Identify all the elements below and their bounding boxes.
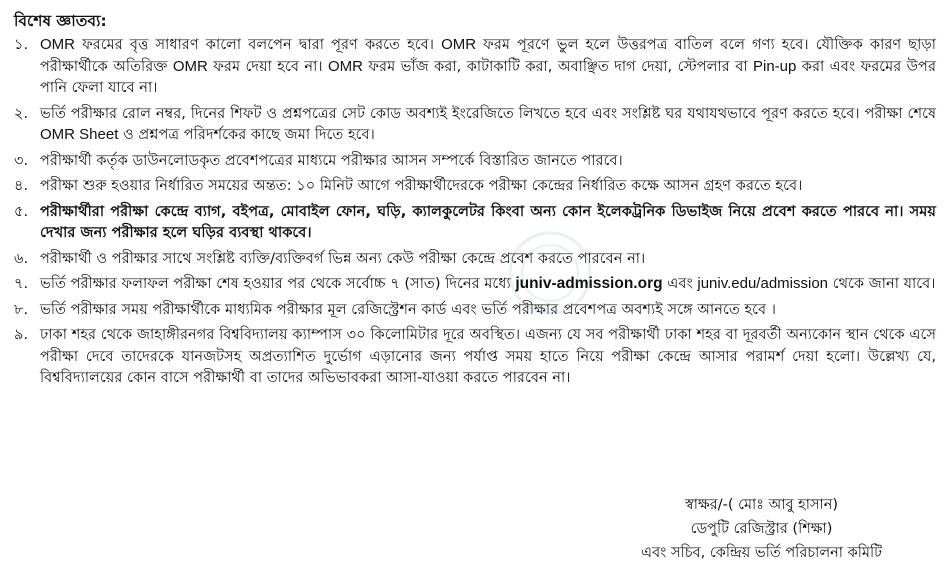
item-number: ৪.	[14, 177, 29, 194]
item-number: ২.	[14, 104, 29, 122]
notice-item-6	[14, 248, 936, 270]
item-number: ৫.	[14, 202, 29, 220]
notice-item-7	[14, 273, 936, 295]
notice-list	[14, 34, 936, 389]
item-text: পরীক্ষার্থী ও পরীক্ষার সাথে সংশ্লিষ্ট ব্যক্তি/ব্যক্তিবর্গ ভিন্ন অন্য কেউ পরীক্ষা কেন্দ্রে প্রবেশ করতে পারবেন না।	[40, 249, 646, 267]
notice-item-5	[14, 201, 936, 244]
notice-heading: বিশেষ জ্ঞাতব্য:	[14, 12, 107, 30]
notice-item-2	[14, 103, 936, 146]
item-text: ঢাকা শহর থেকে জাহাঙ্গীরনগর বিশ্ববিদ্যালয় ক্যাম্পাস ৩০ কিলোমিটার দূরে অবস্থিত। এজন্য যে সব পরীক্ষার্থী ঢাকা শহর বা দূরবর্তী অন্যকোন স্থান থেকে এসে পরীক্ষা দেবে তাদেরকে যানজটসহ অপ্রত্যাশিত দুর্ভোগ এড়ানোর জন্য পর্যাপ্ত সময় হাতে নিয়ে পরীক্ষা কেন্দ্রে আসার পরামর্শ দেয়া হলো। উল্লেখ্য যে, বিশ্ববিদ্যালয়ের কোন বাসে পরীক্ষার্থী বা তাদের অভিভাবকরা আসা-যাওয়া করতে পারবেন না।	[40, 326, 936, 386]
item-text: OMR ফরমের বৃত্ত সাধারণ কালো বলপেন দ্বারা পূরণ করতে হবে। OMR ফরম পূরণে ভুল হলে উত্তরপত্র বাতিল বলে গণ্য হবে। যৌক্তিক কারণ ছাড়া পরীক্ষার্থীকে অতিরিক্ত OMR ফরম দেয়া হবে না। OMR ফরম ভাঁজ করা, কাটাকাটি করা, অবাঞ্ছিত দাগ দেয়া, স্টেপলার বা Pin-up করা এবং ফরমের উপর পানি ফেলা যাবে না।	[40, 36, 937, 96]
item-number: ৭.	[14, 275, 29, 292]
admission-link[interactable]: juniv.edu/admission	[697, 275, 829, 292]
signature-designation: ডেপুটি রেজিস্ট্রার (শিক্ষা)	[690, 521, 833, 537]
result-link[interactable]: juniv-admission.org	[515, 275, 663, 292]
item-number: ৯.	[14, 326, 29, 343]
notice-item-1	[14, 34, 936, 99]
item-text: পরীক্ষা শুরু হওয়ার নির্ধারিত সময়ের অন্তত: ১০ মিনিট আগে পরীক্ষার্থীদেরকে পরীক্ষা কেন্দ্রের নির্ধারিত কক্ষে আসন গ্রহণ করতে হবে।	[40, 177, 803, 194]
item-text: পরীক্ষার্থী কর্তৃক ডাউনলোডকৃত প্রবেশপত্রের মাধ্যমে পরীক্ষার আসন সম্পর্কে বিস্তারিত জানতে পারবে।	[40, 151, 623, 169]
item-number: ৩.	[14, 151, 29, 169]
signature-name: স্বাক্ষর/-( মোঃ আবু হাসান)	[684, 497, 839, 513]
notice-item-3	[14, 150, 936, 172]
item-text: ভর্তি পরীক্ষার ফলাফল পরীক্ষা শেষ হওয়ার পর থেকে সর্বোচ্চ ৭ (সাত) দিনের মধ্যে juniv-admission.org এবং juniv.edu/admission থেকে জানা যাবে।	[40, 275, 936, 292]
signature-committee: এবং সচিব, কেন্দ্রিয় ভর্তি পরিচালনা কমিটি	[641, 545, 882, 561]
watermark-logo-icon	[505, 228, 595, 318]
signature-block	[641, 493, 882, 565]
item-text: ভর্তি পরীক্ষার সময় পরীক্ষার্থীকে মাধ্যমিক পরীক্ষার মূল রেজিস্ট্রেশন কার্ড এবং ভর্তি পরীক্ষার প্রবেশপত্র অবশ্যই সঙ্গে আনতে হবে ।	[40, 300, 776, 318]
item-number: ১.	[14, 36, 29, 53]
item-number: ৬.	[14, 249, 29, 267]
notice-item-4	[14, 175, 936, 197]
item-text: পরীক্ষার্থীরা পরীক্ষা কেন্দ্রে ব্যাগ, বইপত্র, মোবাইল ফোন, ঘড়ি, ক্যালকুলেটর কিংবা অন্য কোন ইলেকট্রনিক ডিভাইজ নিয়ে প্রবেশ করতে পারবে না। সময় দেখার জন্য পরীক্ষার হলে ঘড়ির ব্যবস্থা থাকবে।	[40, 202, 936, 241]
notice-item-9	[14, 324, 936, 389]
item-number: ৮.	[14, 300, 29, 318]
item-text: ভর্তি পরীক্ষার রোল নম্বর, দিনের শিফট ও প্রশ্নপত্রের সেট কোড অবশ্যই ইংরেজিতে লিখতে হবে এবং সংশ্লিষ্ট ঘর যথাযথভাবে পূরণ করতে হবে। পরীক্ষা শেষে OMR Sheet ও প্রশ্নপত্র পরিদর্শকের কাছে জমা দিতে হবে।	[40, 104, 936, 143]
notice-item-8	[14, 299, 936, 321]
